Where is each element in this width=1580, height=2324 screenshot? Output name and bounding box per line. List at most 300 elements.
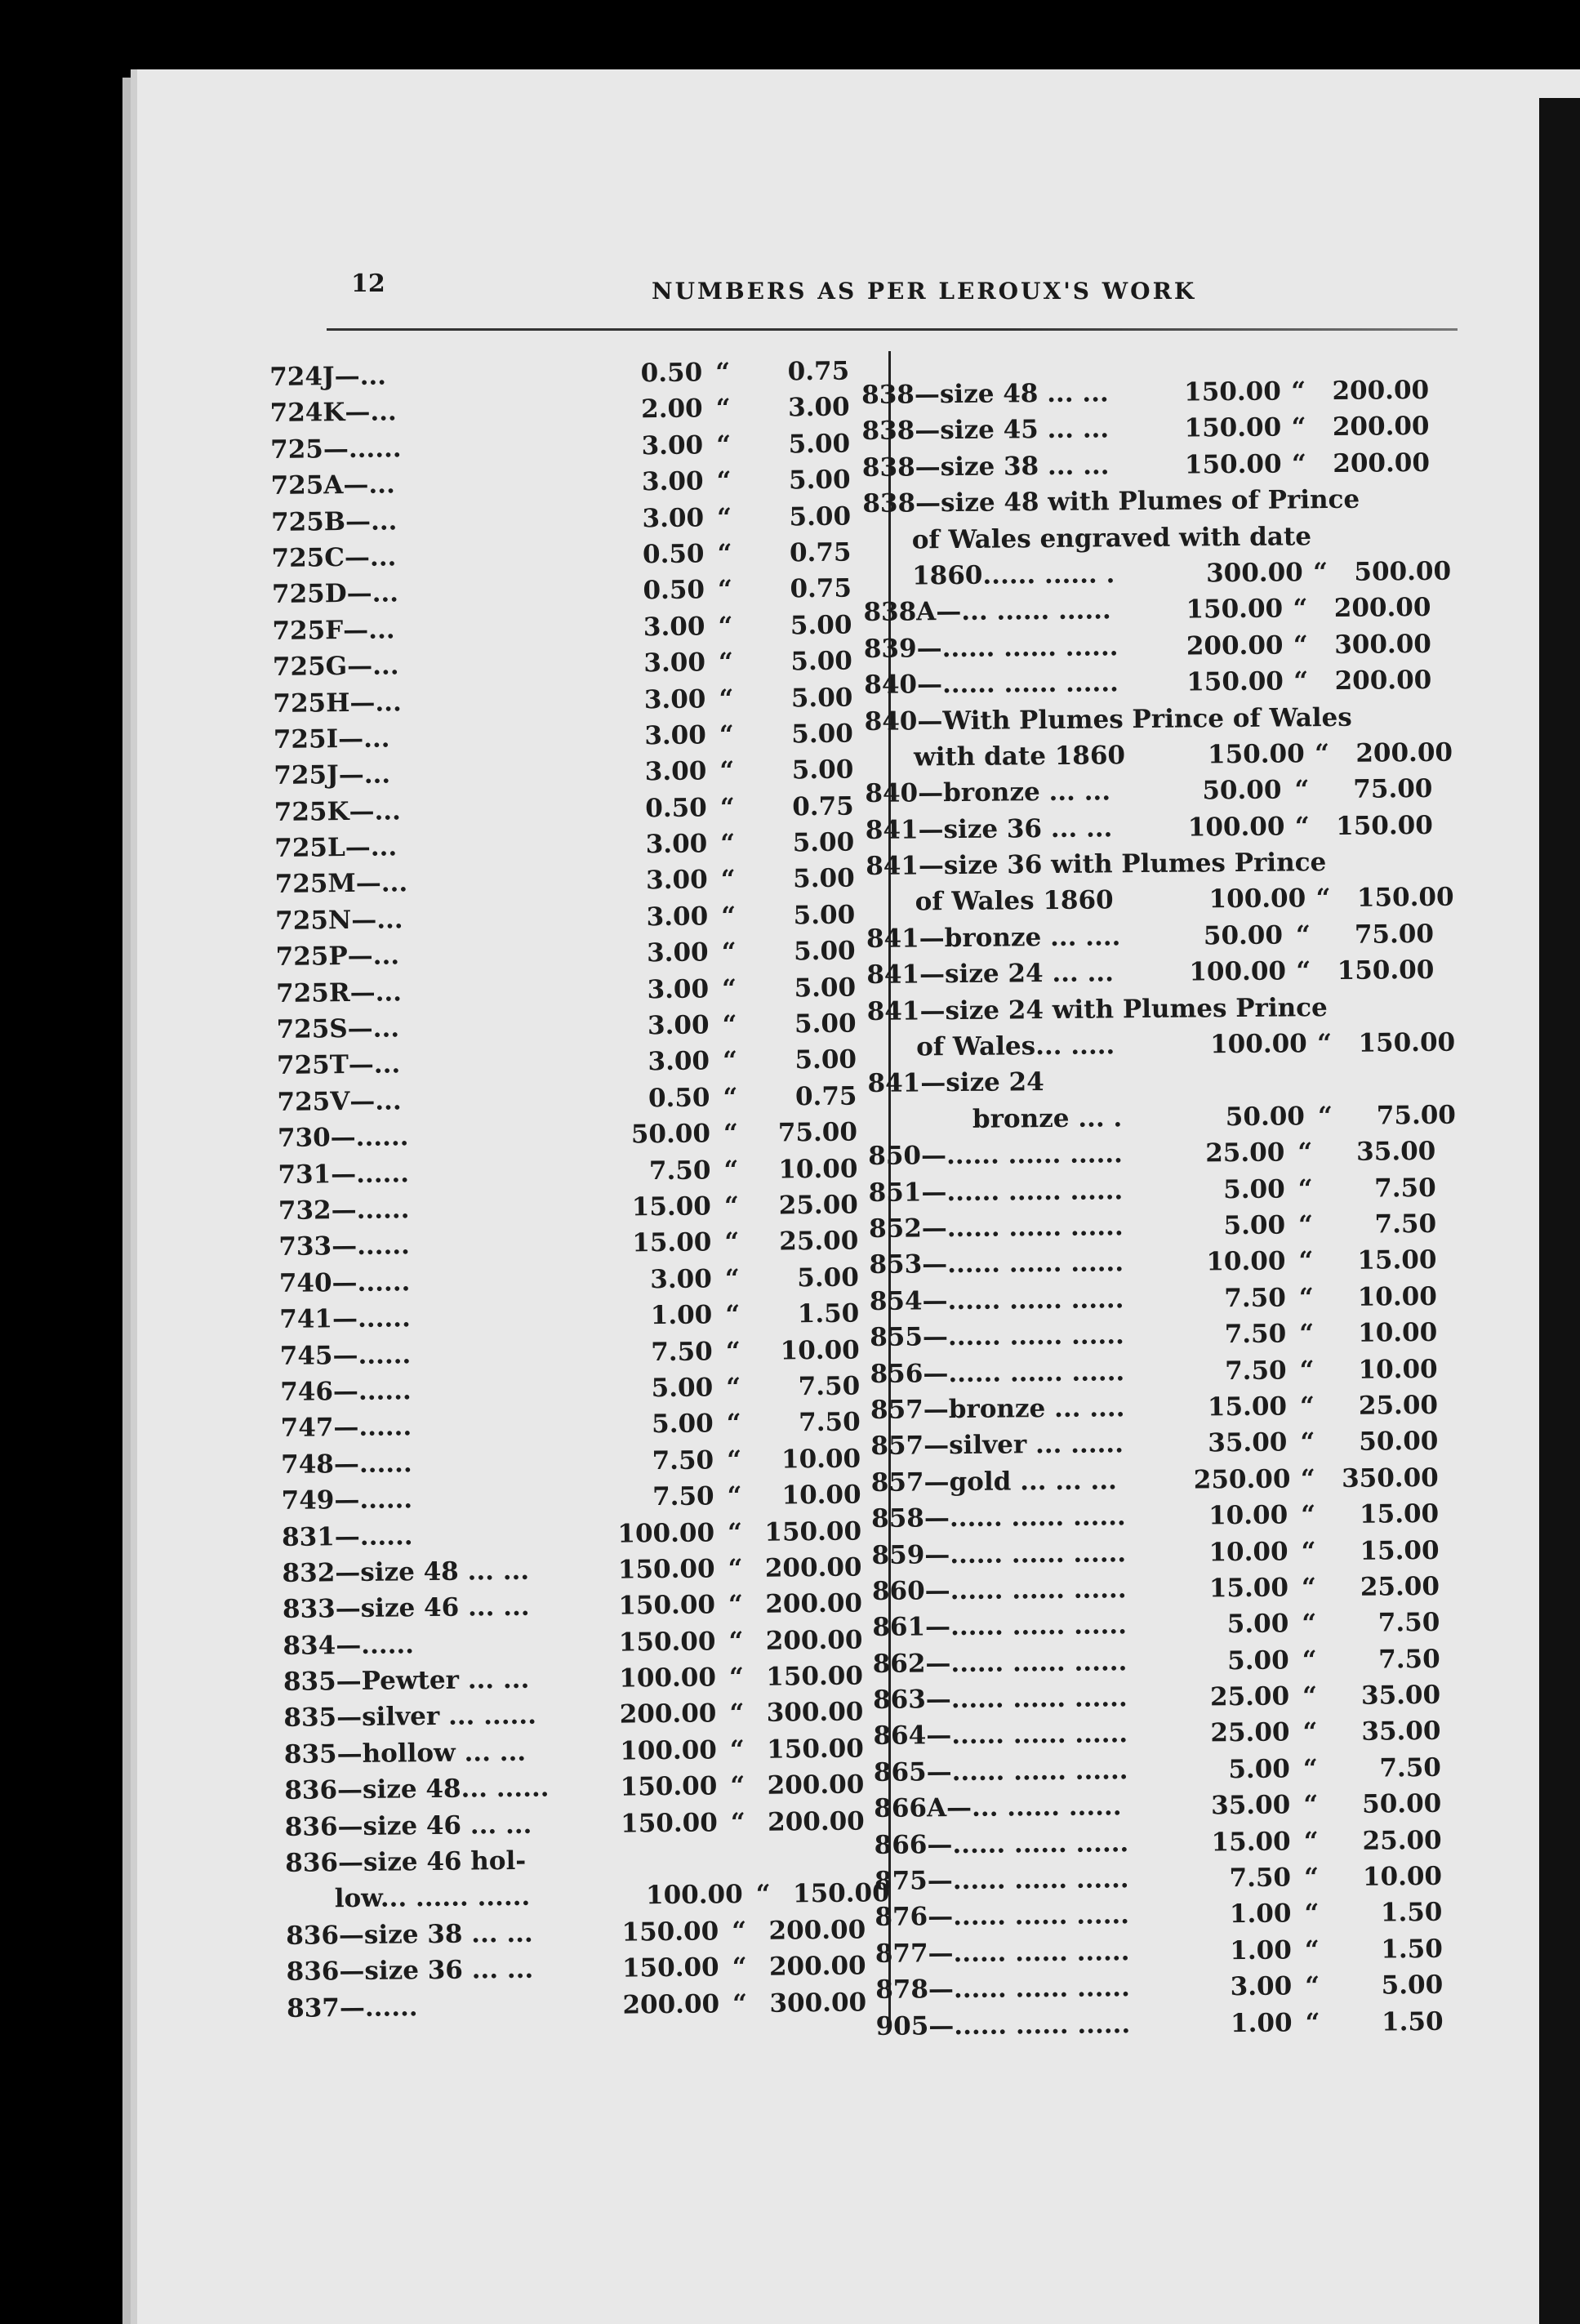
price-row	[273, 679, 877, 722]
medal-number: 725—......	[269, 434, 402, 465]
high-price: 10.00	[1358, 1354, 1438, 1385]
low-price: 50.00	[1225, 1102, 1306, 1132]
price-row	[278, 1186, 883, 1229]
medal-number: 841—bronze ... ....	[866, 922, 1121, 954]
low-price: 200.00	[619, 1698, 717, 1730]
high-price: 5.00	[792, 863, 855, 894]
medal-number: 841—size 36 with Plumes Prince	[866, 848, 1327, 882]
low-price: 150.00	[618, 1590, 716, 1621]
ditto-mark: “	[1301, 1573, 1317, 1603]
right-price-column	[861, 372, 1464, 2045]
price-row	[286, 1876, 890, 1918]
low-price: 3.00	[644, 720, 707, 751]
medal-number: 875—...... ...... ......	[874, 1864, 1129, 1896]
ditto-mark: “	[1305, 2007, 1320, 2037]
high-price: 50.00	[1359, 1427, 1439, 1458]
low-price: 3.00	[648, 1046, 710, 1077]
low-price: 3.00	[643, 612, 705, 642]
medal-number: 835—Pewter ... ...	[283, 1664, 530, 1697]
price-row	[275, 933, 879, 975]
price-row	[873, 1641, 1461, 1682]
high-price: 10.00	[780, 1335, 860, 1366]
high-price: 200.00	[765, 1588, 863, 1620]
ditto-mark: “	[1302, 1681, 1318, 1712]
medal-number: 838A—... ...... ......	[863, 595, 1111, 628]
high-price: 15.00	[1357, 1245, 1437, 1276]
low-price: 100.00	[1187, 812, 1285, 843]
price-row	[286, 1912, 890, 1954]
ditto-mark: “	[718, 648, 734, 678]
high-price: 150.00	[1337, 955, 1435, 986]
price-row	[274, 752, 878, 795]
medal-number: 725F—...	[272, 615, 395, 646]
medal-number: 747—......	[280, 1412, 412, 1444]
low-price: 150.00	[1184, 449, 1282, 480]
low-price: 100.00	[645, 1880, 743, 1911]
ditto-mark: “	[715, 358, 731, 388]
medal-number: 853—...... ...... ......	[869, 1248, 1124, 1280]
medal-number: 838—size 45 ... ...	[861, 414, 1110, 447]
low-price: 3.00	[1230, 1971, 1293, 2002]
price-row	[271, 498, 875, 541]
price-row	[280, 1368, 884, 1410]
ditto-mark: “	[732, 1952, 747, 1983]
low-price: 300.00	[1205, 558, 1303, 589]
low-price: 3.00	[643, 648, 706, 679]
high-price: 10.00	[1362, 1861, 1443, 1892]
high-price: 35.00	[1361, 1716, 1441, 1747]
ditto-mark: “	[1317, 1101, 1333, 1131]
ditto-mark: “	[728, 1626, 744, 1656]
ditto-mark: “	[1305, 1971, 1320, 2001]
ditto-mark: “	[727, 1445, 742, 1475]
medal-number: 725S—...	[276, 1013, 400, 1044]
price-row	[285, 1839, 889, 1881]
price-row	[875, 1859, 1462, 1900]
medal-number: 731—......	[278, 1158, 410, 1190]
low-price: 3.00	[650, 1264, 713, 1294]
low-price: 0.50	[648, 1083, 710, 1114]
ditto-mark: “	[719, 792, 735, 822]
medal-number: 725H—...	[273, 687, 402, 719]
medal-number: 725D—...	[271, 578, 399, 610]
high-price: 5.00	[790, 610, 852, 641]
low-price: 5.00	[1223, 1210, 1286, 1241]
ditto-mark: “	[1303, 1826, 1319, 1856]
price-row	[875, 1894, 1462, 1936]
price-row	[282, 1549, 886, 1592]
high-price: 200.00	[1355, 737, 1453, 768]
low-price: 35.00	[1211, 1790, 1291, 1821]
price-row	[283, 1622, 887, 1664]
ditto-mark: “	[722, 1010, 737, 1040]
medal-number: 834—......	[283, 1629, 415, 1661]
high-price: 3.00	[787, 392, 850, 423]
ditto-mark: “	[729, 1698, 745, 1729]
ditto-mark: “	[1295, 920, 1311, 951]
ditto-mark: “	[728, 1590, 744, 1620]
medal-number: 857—gold ... ... ...	[870, 1466, 1117, 1498]
low-price: 3.00	[647, 1010, 710, 1041]
low-price: 5.00	[1223, 1174, 1285, 1204]
price-row	[864, 698, 1452, 740]
price-row	[278, 1114, 882, 1156]
low-price: 150.00	[621, 1917, 719, 1948]
price-row	[282, 1513, 886, 1556]
ditto-mark: “	[722, 1046, 738, 1076]
medal-number: 725G—...	[272, 651, 399, 683]
low-price: 100.00	[1208, 884, 1306, 915]
medal-number: 833—size 46 ... ...	[282, 1592, 530, 1625]
ditto-mark: “	[1302, 1609, 1317, 1639]
high-price: 1.50	[1381, 1934, 1443, 1965]
low-price: 100.00	[1209, 1029, 1307, 1060]
medal-number: 725J—...	[274, 759, 391, 791]
price-row	[871, 1532, 1459, 1574]
high-price: 10.00	[778, 1154, 858, 1185]
medal-number: 857—bronze ... ....	[870, 1393, 1125, 1425]
ditto-mark: “	[716, 466, 732, 496]
price-row	[867, 1061, 1455, 1102]
price-row	[874, 1822, 1462, 1863]
medal-number: 740—......	[278, 1267, 411, 1298]
price-row	[871, 1496, 1459, 1538]
price-row	[870, 1387, 1458, 1429]
ditto-mark: “	[723, 1155, 739, 1185]
low-price: 25.00	[1205, 1138, 1285, 1169]
price-row	[870, 1351, 1458, 1392]
price-row	[866, 844, 1453, 885]
medal-number: 725B—...	[270, 505, 398, 537]
ditto-mark: “	[1299, 1319, 1315, 1349]
medal-number: 862—...... ...... ......	[872, 1646, 1128, 1679]
ditto-mark: “	[1300, 1427, 1315, 1458]
price-row	[872, 1569, 1460, 1610]
low-price: 7.50	[1229, 1863, 1292, 1894]
ditto-mark: “	[727, 1481, 742, 1511]
medal-number: 836—size 36 ... ...	[286, 1954, 534, 1988]
high-price: 25.00	[1358, 1390, 1439, 1421]
low-price: 5.00	[1228, 1754, 1291, 1784]
medal-number: 725A—...	[270, 470, 395, 501]
price-row	[278, 1151, 882, 1193]
low-price: 7.50	[1224, 1356, 1287, 1386]
medal-number: 748—......	[280, 1448, 412, 1480]
low-price: 3.00	[641, 430, 704, 461]
low-price: 1.00	[1230, 2008, 1293, 2038]
high-price: 300.00	[769, 1988, 867, 2019]
high-price: 200.00	[1333, 593, 1431, 624]
price-row	[867, 988, 1455, 1030]
medal-number: 838—size 48 ... ...	[861, 378, 1109, 410]
high-price: 5.00	[793, 900, 856, 931]
medal-number: 733—......	[278, 1231, 411, 1262]
high-price: 75.00	[777, 1117, 858, 1148]
medal-number: 835—silver ... ......	[283, 1701, 537, 1734]
high-price: 150.00	[766, 1661, 864, 1692]
low-price: 100.00	[1189, 956, 1287, 987]
ditto-mark: “	[721, 901, 737, 932]
ditto-mark: “	[1303, 1863, 1320, 1893]
price-row	[276, 1005, 880, 1048]
medal-number: 856—...... ...... ......	[870, 1356, 1125, 1389]
ditto-mark: “	[1315, 884, 1331, 914]
ditto-mark: “	[732, 1988, 748, 2019]
high-price: 25.00	[779, 1226, 859, 1257]
low-price: 150.00	[618, 1627, 716, 1658]
ditto-mark: “	[715, 394, 731, 424]
low-price: 150.00	[1184, 412, 1282, 443]
medal-number: 831—......	[281, 1520, 413, 1552]
price-row	[862, 481, 1450, 523]
low-price: 7.50	[651, 1336, 713, 1367]
price-row	[284, 1730, 888, 1773]
medal-number: 1860...... ...... .	[911, 559, 1115, 591]
ditto-mark: “	[1301, 1536, 1316, 1566]
high-price: 300.00	[1334, 629, 1432, 660]
high-price: 25.00	[1362, 1825, 1442, 1856]
high-price: 5.00	[794, 1044, 857, 1075]
ditto-mark: “	[1317, 1029, 1333, 1059]
price-row	[869, 1242, 1457, 1284]
ditto-mark: “	[724, 1263, 740, 1293]
ditto-mark: “	[1294, 811, 1310, 842]
low-price: 50.00	[1203, 920, 1284, 951]
low-price: 15.00	[1207, 1391, 1288, 1422]
medal-number: of Wales 1860	[915, 885, 1114, 917]
low-price: 35.00	[1208, 1427, 1288, 1458]
high-price: 75.00	[1354, 919, 1435, 950]
ditto-mark: “	[1293, 594, 1308, 624]
price-row	[866, 807, 1453, 848]
price-row	[271, 534, 875, 577]
price-row	[870, 1278, 1458, 1320]
high-price: 7.50	[1377, 1608, 1440, 1638]
medal-number: 836—size 38 ... ...	[286, 1918, 533, 1951]
medal-number: 746—......	[280, 1376, 412, 1407]
low-price: 25.00	[1209, 1681, 1290, 1712]
medal-number: 725T—...	[276, 1049, 401, 1081]
high-price: 200.00	[768, 1951, 866, 1982]
high-price: 150.00	[1356, 883, 1454, 914]
high-price: 7.50	[1374, 1209, 1437, 1240]
ditto-mark: “	[1313, 557, 1329, 588]
price-row	[865, 735, 1453, 777]
high-price: 1.50	[1380, 1898, 1443, 1928]
high-price: 35.00	[1360, 1680, 1441, 1711]
price-row	[861, 372, 1449, 414]
medal-number: 725V—...	[277, 1086, 402, 1117]
high-price: 200.00	[765, 1625, 863, 1656]
low-price: 150.00	[1207, 739, 1305, 770]
ditto-mark: “	[724, 1227, 740, 1258]
price-row	[283, 1658, 888, 1700]
medal-number: 838—size 38 ... ...	[861, 451, 1110, 483]
high-price: 150.00	[1336, 810, 1433, 841]
medal-number: 839—...... ...... ......	[863, 632, 1119, 664]
high-price: 75.00	[1353, 774, 1433, 805]
low-price: 0.50	[645, 793, 707, 823]
price-row	[868, 1133, 1456, 1175]
header-rule	[327, 328, 1458, 331]
price-row	[270, 425, 875, 468]
ditto-mark: “	[1297, 1173, 1313, 1204]
medal-number: with date 1860	[913, 741, 1126, 772]
ditto-mark: “	[1296, 956, 1311, 986]
ditto-mark: “	[1293, 630, 1308, 661]
medal-number: 725M—...	[274, 868, 408, 900]
high-price: 150.00	[792, 1878, 890, 1909]
low-price: 150.00	[1186, 594, 1284, 625]
medal-number: 859—...... ...... ......	[871, 1538, 1127, 1570]
price-row	[274, 824, 879, 866]
ditto-mark: “	[1301, 1500, 1316, 1530]
high-price: 10.00	[781, 1480, 861, 1511]
price-row	[281, 1476, 885, 1519]
ditto-mark: “	[1297, 1138, 1313, 1168]
ditto-mark: “	[725, 1336, 741, 1366]
low-price: 200.00	[1186, 630, 1284, 661]
high-price: 7.50	[1379, 1752, 1442, 1783]
price-row	[278, 1223, 883, 1266]
medal-number: 858—...... ...... ......	[871, 1502, 1126, 1534]
high-price: 5.00	[790, 683, 853, 713]
low-price: 50.00	[1202, 775, 1282, 806]
running-title: NUMBERS AS PER LEROUX'S WORK	[652, 278, 1197, 305]
ditto-mark: “	[719, 756, 735, 786]
price-row	[864, 626, 1452, 667]
medal-number: 837—......	[286, 1992, 418, 2023]
ditto-mark: “	[1291, 376, 1306, 407]
high-price: 5.00	[791, 719, 854, 750]
scan-border	[1539, 98, 1580, 2324]
high-price: 7.50	[798, 1407, 861, 1438]
low-price: 1.00	[1230, 1935, 1292, 1966]
price-row	[875, 1967, 1463, 2009]
low-price: 10.00	[1206, 1246, 1286, 1277]
medal-number: 855—...... ...... ......	[870, 1320, 1124, 1353]
high-price: 150.00	[764, 1516, 862, 1547]
medal-number: 724J—...	[269, 361, 387, 392]
high-price: 5.00	[788, 465, 851, 496]
medal-number: 841—size 24	[867, 1067, 1044, 1099]
medal-number: bronze ... .	[972, 1103, 1123, 1134]
price-row	[870, 1423, 1458, 1465]
high-price: 25.00	[778, 1190, 859, 1221]
price-row	[870, 1315, 1458, 1356]
high-price: 5.00	[794, 973, 857, 1003]
ditto-mark: “	[730, 1771, 745, 1801]
ditto-mark: “	[729, 1734, 745, 1765]
high-price: 0.75	[792, 791, 854, 822]
price-row	[868, 1097, 1456, 1138]
ditto-mark: “	[1314, 738, 1330, 769]
medal-number: 851—...... ...... ......	[868, 1175, 1124, 1208]
ditto-mark: “	[1299, 1391, 1315, 1422]
low-price: 50.00	[630, 1119, 711, 1150]
high-price: 1.50	[1381, 2006, 1444, 2037]
low-price: 3.00	[643, 683, 706, 715]
ditto-mark: “	[720, 865, 736, 895]
low-price: 7.50	[1224, 1283, 1287, 1313]
low-price: 3.00	[647, 974, 710, 1004]
price-row	[874, 1786, 1462, 1828]
high-price: 200.00	[1334, 666, 1432, 697]
high-price: 15.00	[1359, 1498, 1440, 1529]
ditto-mark: “	[719, 683, 734, 714]
low-price: 5.00	[651, 1373, 714, 1404]
high-price: 150.00	[767, 1734, 865, 1765]
ditto-mark: “	[1298, 1282, 1314, 1313]
price-row	[273, 643, 877, 685]
ditto-mark: “	[723, 1082, 738, 1113]
low-price: 5.00	[1227, 1645, 1289, 1676]
medal-number: 725K—...	[274, 796, 402, 827]
price-row	[866, 952, 1454, 994]
price-row	[863, 554, 1451, 595]
price-row	[280, 1405, 884, 1447]
low-price: 200.00	[622, 1988, 720, 2020]
medal-number: 725L—...	[274, 832, 398, 864]
medal-number: 725C—...	[271, 542, 397, 573]
medal-number: 877—...... ...... ......	[875, 1937, 1130, 1969]
medal-number: 836—size 48... ......	[284, 1773, 550, 1806]
high-price: 7.50	[1374, 1173, 1436, 1204]
page-number: 12	[351, 269, 385, 298]
high-price: 200.00	[1332, 412, 1430, 443]
medal-number: 725P—...	[275, 941, 400, 973]
ditto-mark: “	[719, 719, 734, 750]
high-price: 350.00	[1341, 1463, 1439, 1494]
medal-number: 905—...... ...... ......	[875, 2009, 1131, 2041]
price-row	[284, 1766, 888, 1809]
medal-number: 866A—... ...... ......	[874, 1792, 1122, 1824]
medal-number: 730—......	[277, 1122, 409, 1154]
ditto-mark: “	[1300, 1463, 1315, 1494]
medal-number: 832—size 48 ... ...	[282, 1556, 530, 1588]
price-row	[871, 1459, 1459, 1501]
low-price: 0.50	[643, 575, 705, 606]
low-price: 100.00	[620, 1735, 718, 1766]
ditto-mark: “	[726, 1409, 741, 1439]
ditto-mark: “	[1303, 1790, 1319, 1820]
medal-number: 854—...... ...... ......	[869, 1284, 1124, 1316]
ditto-mark: “	[725, 1300, 741, 1330]
medal-number: 841—size 36 ... ...	[865, 813, 1113, 845]
ditto-mark: “	[1302, 1717, 1318, 1747]
high-price: 10.00	[781, 1444, 861, 1475]
high-price: 0.75	[787, 356, 850, 387]
medal-number: 835—hollow ... ...	[283, 1737, 527, 1770]
low-price: 7.50	[652, 1481, 714, 1512]
price-row	[281, 1440, 885, 1483]
medal-number: of Wales... .....	[916, 1031, 1115, 1062]
high-price: 5.00	[1381, 1970, 1444, 2001]
high-price: 75.00	[1376, 1100, 1457, 1131]
low-price: 1.00	[650, 1300, 713, 1331]
medal-number: 725R—...	[275, 977, 403, 1008]
high-price: 0.75	[789, 537, 852, 568]
high-price: 10.00	[1357, 1281, 1438, 1312]
price-row	[283, 1694, 888, 1737]
low-price: 7.50	[652, 1445, 714, 1476]
high-price: 5.00	[790, 646, 853, 677]
ditto-mark: “	[721, 937, 737, 968]
ditto-mark: “	[727, 1517, 743, 1547]
price-row	[861, 408, 1449, 450]
low-price: 150.00	[1186, 666, 1284, 697]
high-price: 5.00	[789, 501, 852, 532]
